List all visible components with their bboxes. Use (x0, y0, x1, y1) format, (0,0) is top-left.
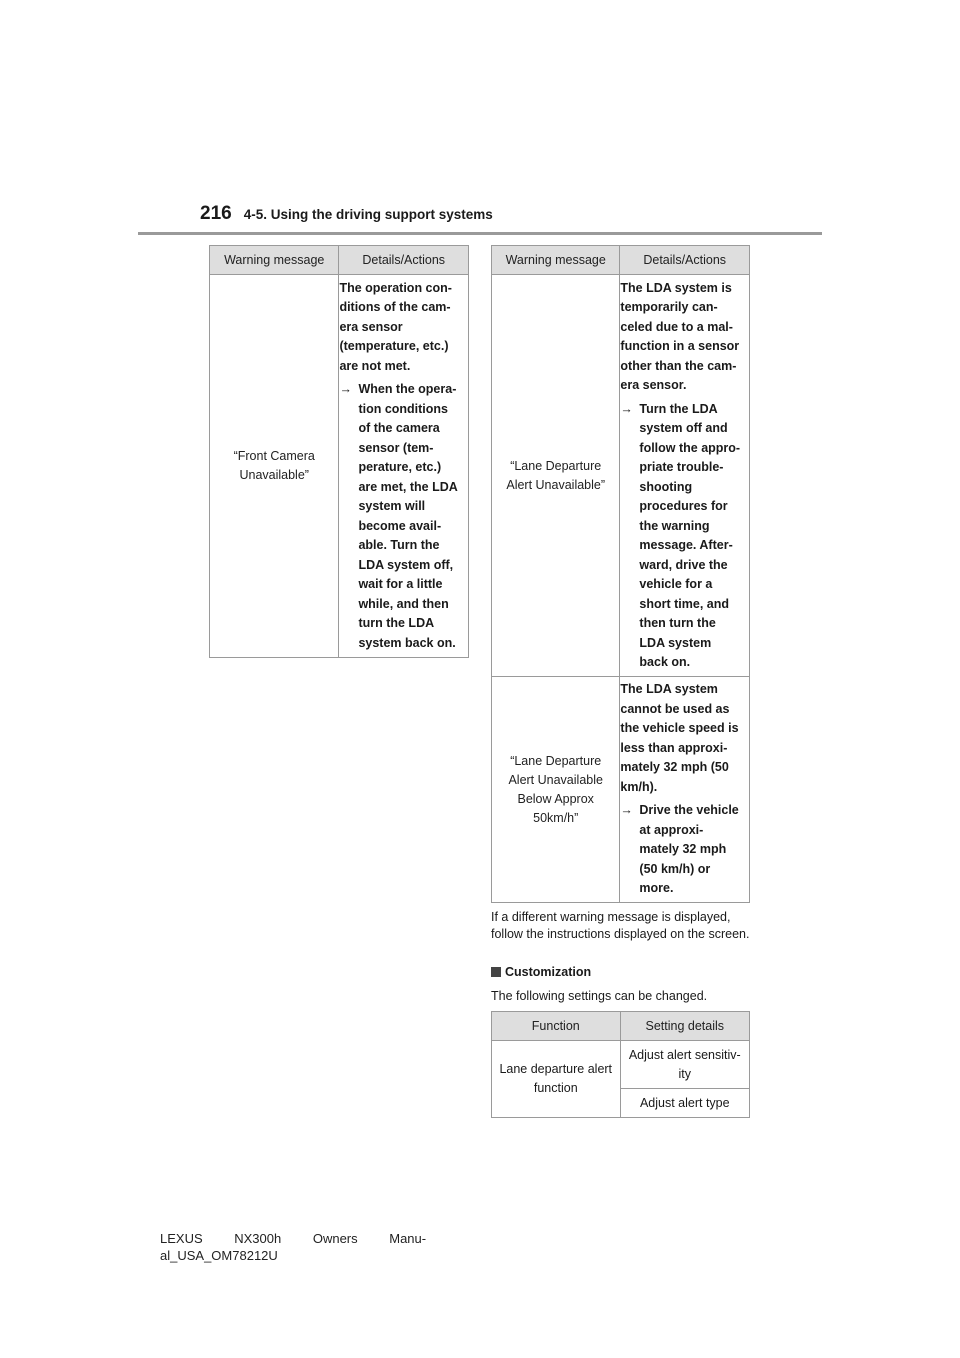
column-header-warning-message: Warning message (492, 246, 620, 275)
setting-cell: Adjust alert type (620, 1089, 749, 1118)
column-header-warning-message: Warning message (210, 246, 339, 275)
customization-table (491, 1011, 750, 1118)
page-number: 216 (200, 203, 232, 224)
warning-message-cell: “Lane Departure Alert Unavailable Below Approx 50km/h” (492, 677, 620, 903)
customization-intro: The following settings can be changed. (491, 989, 708, 1003)
footer (160, 1230, 426, 1264)
details-text: The LDA system cannot be used as the vehicle speed is less than approxi- mately 32 mph (50 km/h). (620, 682, 739, 794)
table-row (492, 275, 750, 677)
details-text: The operation con- ditions of the cam- era sensor (temperature, etc.) are not met. (339, 280, 452, 373)
action-item (620, 400, 749, 673)
action-text: Turn the LDA system off and follow the appro- priate trouble- shooting procedures for the warning message. After- ward, drive the vehicle for a short time, and then turn the LDA system back on. (639, 401, 741, 669)
column-header-details-actions: Details/Actions (620, 246, 750, 275)
action-item (620, 801, 749, 899)
footer-line-1: LEXUS NX300h Owners Manu- (160, 1231, 427, 1246)
function-cell: Lane departure alert function (492, 1041, 621, 1118)
table-row (492, 677, 750, 903)
details-text: The LDA system is temporarily can- celed due to a mal- function in a sensor other than the cam- era sensor. (620, 280, 740, 392)
warning-table-left (209, 245, 469, 658)
column-header-details-actions: Details/Actions (339, 246, 469, 275)
table-row (492, 1041, 750, 1089)
details-cell (339, 275, 469, 658)
arrow-icon: → (339, 382, 352, 397)
column-header-setting-details: Setting details (620, 1012, 749, 1041)
header-rule (138, 232, 822, 235)
warning-message-cell: “Front Camera Unavailable” (210, 275, 339, 658)
setting-cell: Adjust alert sensitiv- ity (620, 1041, 749, 1089)
column-header-function: Function (492, 1012, 621, 1041)
details-cell (620, 275, 750, 677)
customization-heading-text: Customization (505, 965, 592, 979)
arrow-icon: → (620, 803, 633, 818)
footer-line-2: al_USA_OM78212U (160, 1248, 278, 1263)
page-header (200, 203, 493, 225)
details-cell (620, 677, 750, 903)
note-text: If a different warning message is displayed, follow the instructions displayed on the screen. (491, 910, 750, 941)
action-text: When the opera- tion conditions of the camera sensor (tem- perature, etc.) are met, the LDA system will become avail- able. Turn the LDA system off, wait for a little while, and then turn the LDA system back on. (358, 382, 458, 650)
square-bullet-icon (491, 967, 501, 977)
section-title: 4-5. Using the driving support systems (243, 207, 493, 222)
warning-table-right (491, 245, 750, 903)
warning-message-cell: “Lane Departure Alert Unavailable” (492, 275, 620, 677)
customization-heading (491, 965, 591, 979)
action-text: Drive the vehicle at approxi- mately 32 mph (50 km/h) or more. (639, 803, 739, 896)
table-row (210, 275, 469, 658)
action-item (339, 380, 468, 653)
arrow-icon: → (620, 401, 633, 416)
